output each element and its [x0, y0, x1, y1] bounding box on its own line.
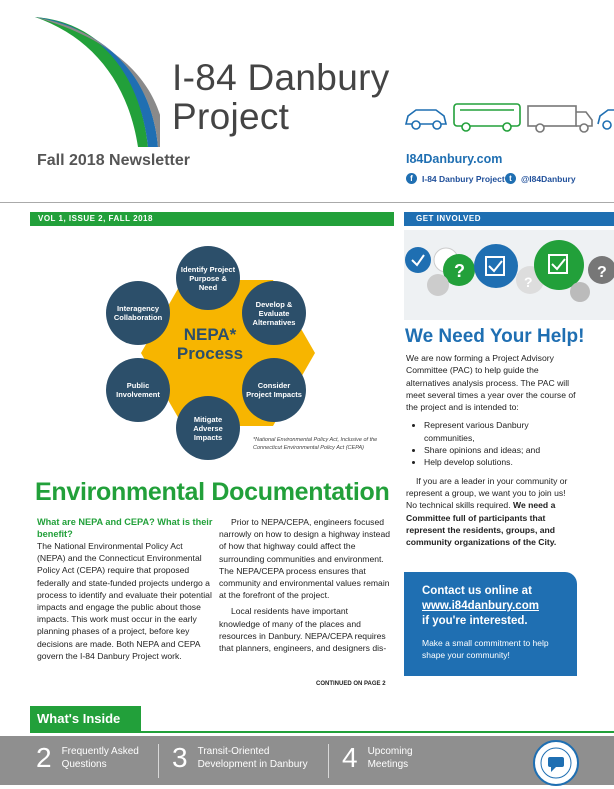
- get-involved-bar: GET INVOLVED: [404, 212, 614, 226]
- list-item: • Represent various Danbury communities,: [424, 419, 576, 444]
- article-paragraph: The National Environmental Policy Act (NEPA) and the Connecticut Environmental Policy Act (CEPA) require that proposed federally and state-funded projects undergo a process to identify and evaluate their potential impacts and engage the public about those impacts. This work must occur in the early planning phases of a project, before key decisions are made. Both NEPA and CEPA govern the I-84 Danbury Project work.: [37, 541, 212, 661]
- sidebar-paragraph-bold: We need a Committee full of participants that represent the residents, groups, and community organizations of the City.: [406, 500, 557, 548]
- website-link[interactable]: I84Danbury.com: [406, 152, 503, 166]
- item-label: Frequently Asked: [61, 746, 139, 757]
- diagram-node-impacts: Consider Project Impacts: [242, 358, 306, 422]
- whats-inside-divider: [158, 744, 159, 778]
- contact-line: Contact us online at: [422, 585, 532, 597]
- article-paragraph: Local residents have important knowledge of many of the places and resources in Danbury. NEPA/CEPA requires that planners, engineers, and designers dis-: [219, 606, 387, 654]
- sidebar-text: [406, 352, 576, 548]
- facebook-label: I-84 Danbury Project: [422, 173, 505, 184]
- item-label: Transit-Oriented: [197, 746, 270, 757]
- twitter-label: @I84Danbury: [521, 173, 576, 184]
- project-logo: [30, 12, 160, 152]
- seal-emblem: [535, 742, 577, 784]
- checkbox-bubbles-illustration: [404, 230, 614, 320]
- twitter-icon: t: [505, 173, 516, 184]
- sidebar-title: We Need Your Help!: [405, 326, 585, 347]
- item-label: Meetings: [367, 759, 409, 770]
- item-label: Upcoming: [367, 746, 413, 757]
- sidebar-intro: We are now forming a Project Advisory Committee (PAC) to help guide the alternatives analysis process. The PAC will meet several times a year over the course of the project and is intended to:: [406, 353, 576, 413]
- diagram-node-purpose: Identify Project Purpose & Need: [176, 246, 240, 310]
- facebook-link[interactable]: [406, 173, 505, 184]
- ctdot-seal-icon: [533, 740, 579, 786]
- svg-text:?: ?: [597, 264, 607, 281]
- page-number: 2: [36, 742, 52, 773]
- svg-text:?: ?: [524, 274, 533, 290]
- item-label: Development in Danbury: [197, 759, 308, 770]
- vehicles-illustration: [404, 100, 614, 134]
- header-divider: [0, 202, 614, 203]
- whats-inside-label: What's Inside: [30, 706, 141, 732]
- article-paragraph: Prior to NEPA/CEPA, engineers focused narrowly on how to design a highway instead of how that highway could affect the surrounding communities and environment. The NEPA/CEPA process ensures that community and environmental values remain at the forefront of the project.: [219, 517, 391, 601]
- diagram-node-mitigate: Mitigate Adverse Impacts: [176, 396, 240, 460]
- list-item: • Share opinions and ideas; and: [424, 444, 576, 456]
- article-title: Environmental Documentation: [35, 478, 390, 506]
- contact-link[interactable]: www.i84danbury.com: [422, 600, 539, 612]
- article-column-1: [37, 516, 213, 662]
- contact-line: if you're interested.: [422, 615, 528, 627]
- diagram-node-public: Public Involvement: [106, 358, 170, 422]
- whats-inside-item[interactable]: [342, 742, 413, 774]
- sidebar-bullet-list: [406, 419, 576, 468]
- continued-note: CONTINUED ON PAGE 2: [316, 681, 386, 687]
- page-number: 3: [172, 742, 188, 773]
- facebook-icon: f: [406, 173, 417, 184]
- contact-small-text: Make a small commitment to help shape your community!: [422, 638, 549, 660]
- contact-box: [404, 572, 577, 676]
- newsletter-subtitle: Fall 2018 Newsletter: [37, 152, 190, 169]
- twitter-link[interactable]: [505, 173, 576, 184]
- svg-text:?: ?: [454, 261, 465, 281]
- whats-inside-item[interactable]: [172, 742, 308, 774]
- article-question: What are NEPA and CEPA? What is their benefit?: [37, 517, 213, 539]
- diagram-node-interagency: Interagency Collaboration: [106, 281, 170, 345]
- page-number: 4: [342, 742, 358, 773]
- diagram-center-label: NEPA* Process: [176, 325, 244, 363]
- list-item: • Help develop solutions.: [424, 456, 576, 468]
- diagram-footnote: *National Environmental Policy Act, Inclusive of the Connecticut Environmental Policy Act (CEPA): [253, 437, 378, 451]
- project-title: I-84 Danbury Project: [172, 57, 390, 137]
- item-label: Questions: [61, 759, 107, 770]
- sidebar-paragraph-plain: If you are a leader in your community or represent a group, we want you to join us! No technical skills required.: [406, 475, 568, 511]
- issue-bar: VOL 1, ISSUE 2, FALL 2018: [30, 212, 394, 226]
- whats-inside-rule: [30, 731, 614, 733]
- article-column-2: [219, 516, 391, 654]
- sidebar-paragraph: [406, 475, 576, 549]
- whats-inside-divider: [328, 744, 329, 778]
- diagram-node-alternatives: Develop & Evaluate Alternatives: [242, 281, 306, 345]
- whats-inside-item[interactable]: [36, 742, 139, 774]
